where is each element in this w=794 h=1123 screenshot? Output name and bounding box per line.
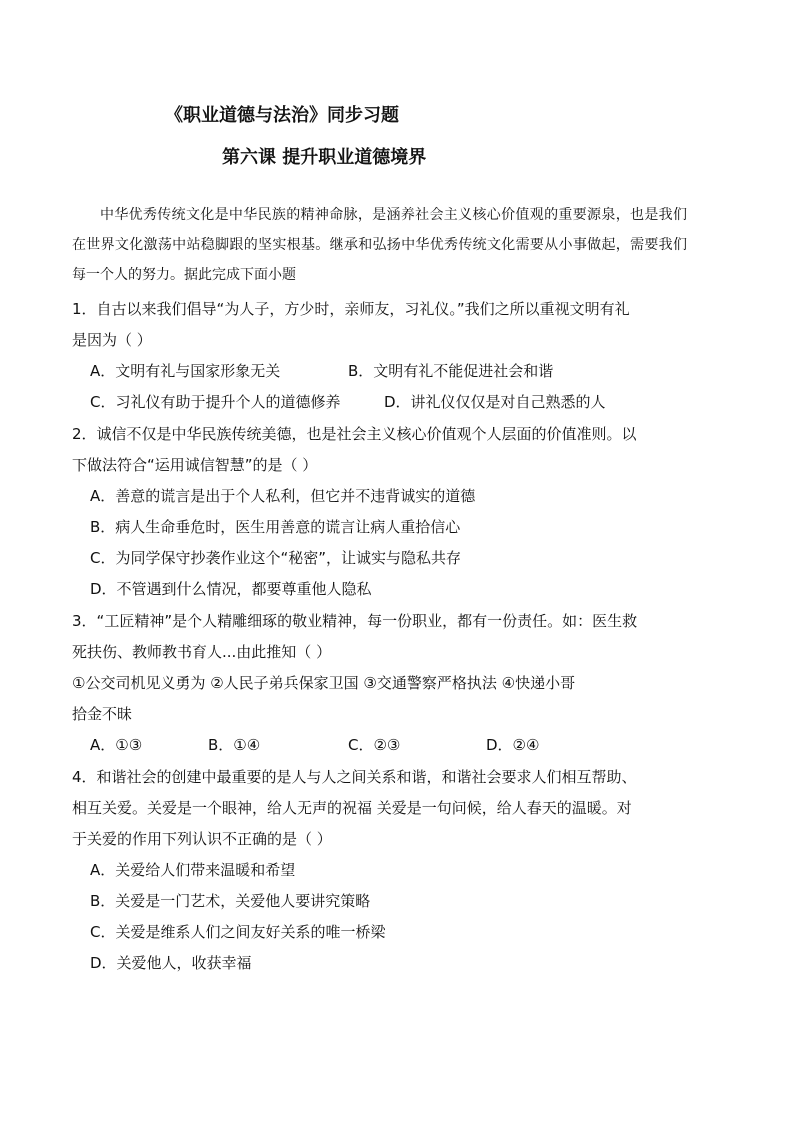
- option-d: D．②④: [486, 736, 540, 754]
- question-stem-line: 3．“工匠精神”是个人精雕细琢的敬业精神，每一份职业，都有一份责任。如：医生救: [72, 612, 638, 630]
- option-b: B．关爱是一门艺术，关爱他人要讲究策略: [90, 892, 371, 910]
- question-stem-line: 1．自古以来我们倡导“为人子，方少时，亲师友，习礼仪。”我们之所以重视文明有礼: [72, 300, 630, 318]
- option-d: D．关爱他人，收获幸福: [90, 954, 252, 972]
- option-a: A．①③: [90, 736, 143, 754]
- option-a: A．关爱给人们带来温暖和希望: [90, 861, 296, 879]
- question-stem-line: 死扶伤、教师教书育人...由此推知（ ）: [72, 643, 332, 661]
- question-stem-line: 2．诚信不仅是中华民族传统美德，也是社会主义核心价值观个人层面的价值准则。以: [72, 425, 637, 443]
- question-stem-line: 相互关爱。关爱是一个眼神，给人无声的祝福 关爱是一句问候，给人春天的温暖。对: [72, 799, 632, 817]
- option-b: B．病人生命垂危时，医生用善意的谎言让病人重拾信心: [90, 518, 461, 536]
- lesson-title: 第六课 提升职业道德境界: [222, 147, 427, 168]
- document-title: 《职业道德与法治》同步习题: [165, 105, 399, 126]
- statement-list: 拾金不昧: [72, 705, 133, 723]
- option-a: A．善意的谎言是出于个人私利，但它并不违背诚实的道德: [90, 487, 476, 505]
- option-d: D．讲礼仪仅仅是对自己熟悉的人: [384, 393, 606, 411]
- option-b: B．①④: [208, 736, 261, 754]
- option-c: C．习礼仪有助于提升个人的道德修养: [90, 393, 341, 411]
- question-stem-line: 下做法符合“运用诚信智慧”的是（ ）: [72, 456, 318, 474]
- intro-paragraph: 中华优秀传统文化是中华民族的精神命脉，是涵养社会主义核心价值观的重要源泉，也是我们在世界文化激荡中站稳脚跟的坚实根基。继承和弘扬中华优秀传统文化需要从小事做起，需要我们每一个人的努力。据此完成下面小题: [72, 207, 687, 283]
- option-b: B．文明有礼不能促进社会和谐: [348, 362, 554, 380]
- option-c: C．为同学保守抄袭作业这个“秘密”，让诚实与隐私共存: [90, 549, 462, 567]
- option-c: C．②③: [348, 736, 401, 754]
- question-stem-line: 4．和谐社会的创建中最重要的是人与人之间关系和谐，和谐社会要求人们相互帮助、: [72, 768, 637, 786]
- option-a: A．文明有礼与国家形象无关: [90, 362, 281, 380]
- option-c: C．关爱是维系人们之间友好关系的唯一桥梁: [90, 923, 386, 941]
- option-d: D．不管遇到什么情况，都要尊重他人隐私: [90, 580, 372, 598]
- question-stem-line: 于关爱的作用下列认识不正确的是（ ）: [72, 830, 332, 848]
- statement-list: ①公交司机见义勇为 ②人民子弟兵保家卫国 ③交通警察严格执法 ④快递小哥: [72, 674, 576, 692]
- question-stem-line: 是因为（ ）: [72, 331, 152, 349]
